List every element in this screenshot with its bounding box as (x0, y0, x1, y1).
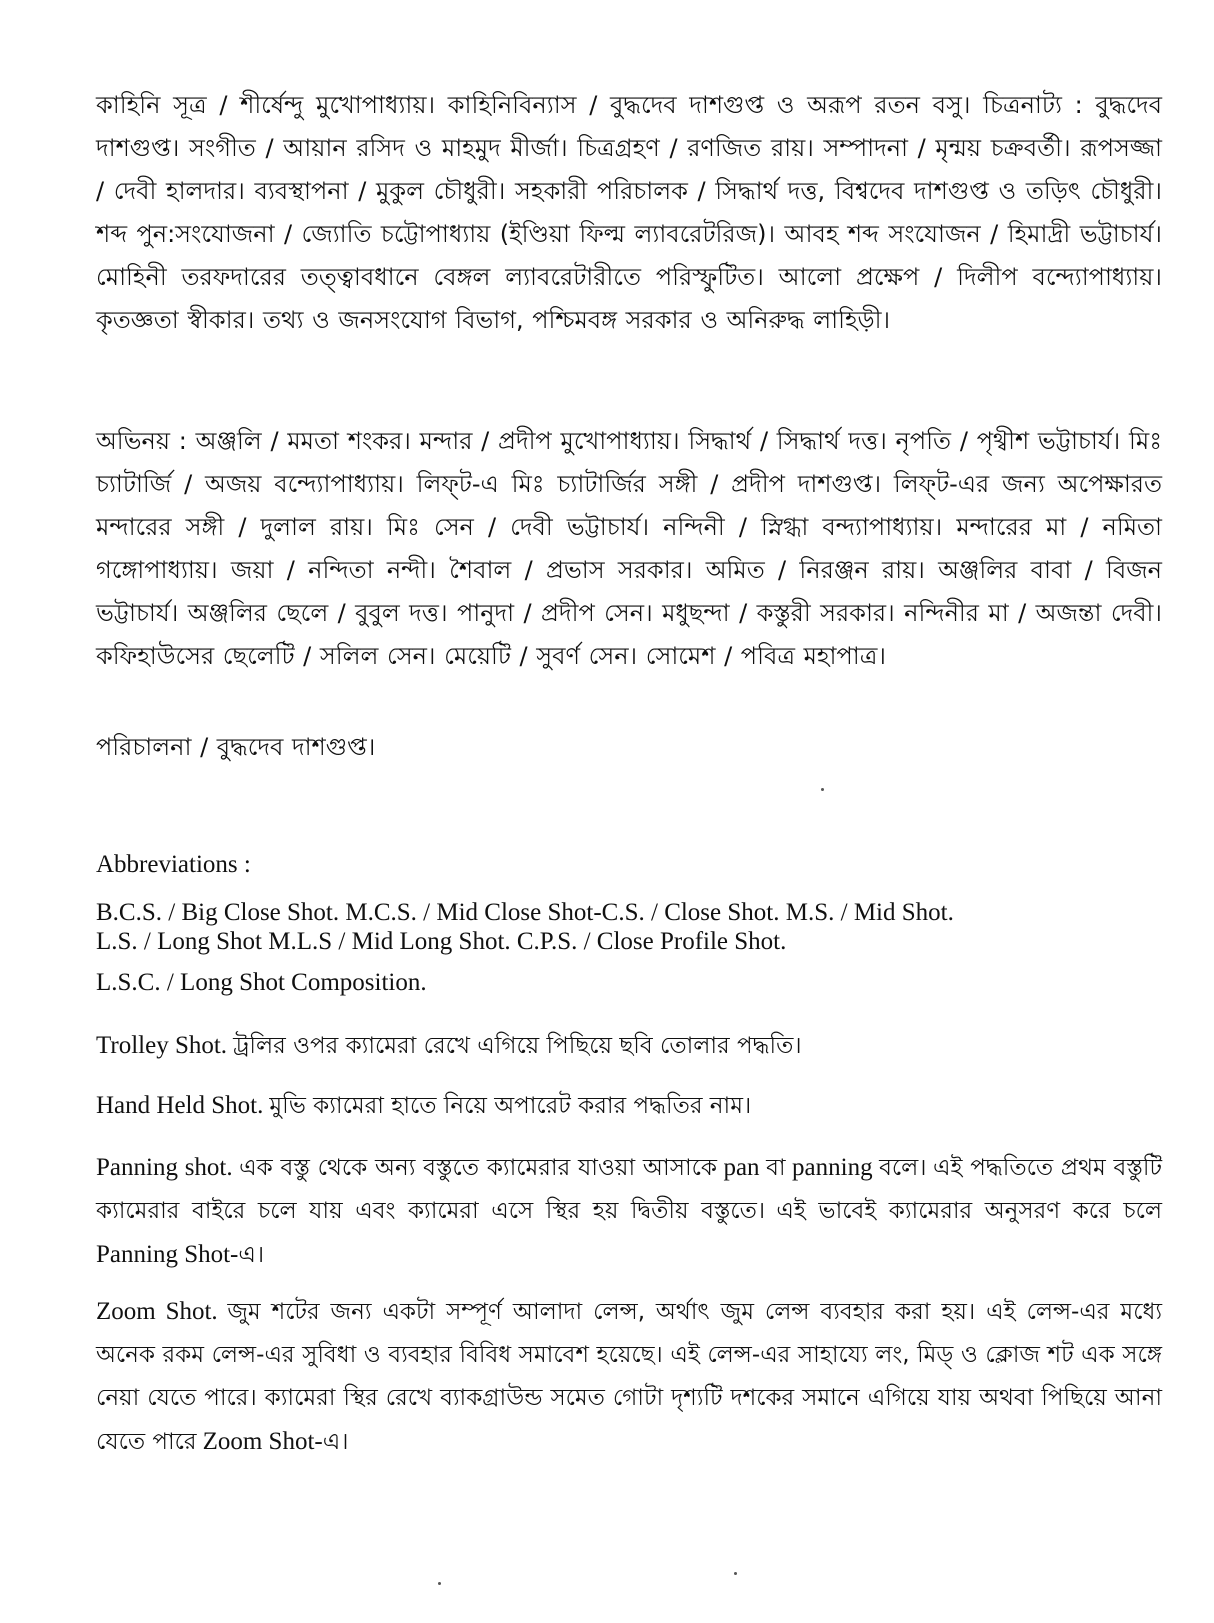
panning-shot-suffix: এ। (238, 1242, 265, 1268)
panning-shot-definition: এই পদ্ধতিতে প্রথম বস্তুটি ক্যামেরার বাইরে চলে যায় এবং ক্যামেরা এসে স্থির হয় দ্বিতীয় বস্তুতে। (96, 1155, 1162, 1224)
panning-shot-entry (96, 1146, 1162, 1277)
trolley-shot-entry (96, 1024, 1162, 1068)
trolley-shot-definition: ট্রলির ওপর ক্যামেরা রেখে এগিয়ে পিছিয়ে ছবি তোলার পদ্ধতি। (233, 1033, 802, 1059)
abbreviation-line: B.C.S. / Big Close Shot. M.C.S. / Mid Close Shot-C.S. / Close Shot. M.S. / Mid Shot. (96, 899, 954, 926)
scan-speck (734, 1572, 737, 1575)
credits-paragraph: কাহিনি সূত্র / শীর্ষেন্দু মুখোপাধ্যায়। কাহিনিবিন্যাস / বুদ্ধদেব দাশগুপ্ত ও অরূপ রতন বসু। চিত্রনাট্য : বুদ্ধদেব দাশগুপ্ত। সংগীত / আয়ান রসিদ ও মাহমুদ মীর্জা। চিত্রগ্রহণ / রণজিত রায়। সম্পাদনা / মৃন্ময় চক্রবর্তী। রূপসজ্জা / দেবী হালদার। ব্যবস্থাপনা / মুকুল চৌধুরী। সহকারী পরিচালক / সিদ্ধার্থ দত্ত, বিশ্বদেব দাশগুপ্ত ও তড়িৎ চৌধুরী। শব্দ পুন:সংযোজনা / জ্যোতি চট্টোপাধ্যায় (ইণ্ডিয়া ফিল্ম ল্যাবরেটরিজ)। আবহ শব্দ সংযোজন / হিমাদ্রী ভট্টাচার্য। মোহিনী তরফদারের তত্ত্বাবধানে বেঙ্গল ল্যাবরেটারীতে পরিস্ফুটিত। আলো প্রক্ষেপ / দিলীপ বন্দ্যোপাধ্যায়। কৃতজ্ঞতা স্বীকার। তথ্য ও জনসংযোগ বিভাগ, পশ্চিমবঙ্গ সরকার ও অনিরুদ্ধ লাহিড়ী। (96, 91, 1162, 334)
hand-held-shot-term: Hand Held Shot. (96, 1092, 264, 1119)
direction-line: পরিচালনা / বুদ্ধদেব দাশগুপ্ত। (96, 733, 376, 761)
panning-shot-term-inline: Panning Shot- (96, 1241, 239, 1268)
panning-shot-definition: এই ভাবেই ক্যামেরার অনুসরণ করে চলে (776, 1198, 1163, 1224)
panning-term: panning (792, 1154, 873, 1181)
zoom-shot-term-inline: Zoom Shot- (202, 1428, 323, 1455)
zoom-shot-entry (96, 1290, 1162, 1464)
trolley-shot-term: Trolley Shot. (96, 1032, 228, 1059)
cast-paragraph: অভিনয় : অঞ্জলি / মমতা শংকর। মন্দার / প্রদীপ মুখোপাধ্যায়। সিদ্ধার্থ / সিদ্ধার্থ দত্ত। নৃপতি / পৃথ্বীশ ভট্টাচার্য। মিঃ চ্যাটার্জি / অজয় বন্দ্যোপাধ্যায়। লিফ্‌ট-এ মিঃ চ্যাটার্জির সঙ্গী / প্রদীপ দাশগুপ্ত। লিফ্‌ট-এর জন্য অপেক্ষারত মন্দারের সঙ্গী / দুলাল রায়। মিঃ সেন / দেবী ভট্টাচার্য। নন্দিনী / স্নিগ্ধা বন্দ্যাপাধ্যায়। মন্দারের মা / নমিতা গঙ্গোপাধ্যায়। জয়া / নন্দিতা নন্দী। শৈবাল / প্রভাস সরকার। অমিত / নিরঞ্জন রায়। অঞ্জলির বাবা / বিজন ভট্টাচার্য। অঞ্জলির ছেলে / বুবুল দত্ত। পানুদা / প্রদীপ সেন। মধুছন্দা / কস্তুরী সরকার। নন্দিনীর মা / অজন্তা দেবী। কফিহাউসের ছেলেটি / সলিল সেন। মেয়েটি / সুবর্ণ সেন। সোমেশ / পবিত্র মহাপাত্র। (96, 427, 1162, 670)
panning-shot-definition: বলে। (879, 1155, 927, 1181)
zoom-shot-suffix: এ। (322, 1429, 349, 1455)
panning-shot-definition: বা (766, 1155, 786, 1181)
abbreviation-line: L.S.C. / Long Shot Composition. (96, 969, 427, 996)
abbreviations-heading: Abbreviations : (96, 851, 251, 878)
pan-term: pan (723, 1154, 760, 1181)
hand-held-shot-definition: মুভি ক্যামেরা হাতে নিয়ে অপারেট করার পদ্ধতির নাম। (269, 1093, 752, 1119)
zoom-shot-term: Zoom Shot. (96, 1298, 218, 1325)
panning-shot-term: Panning shot. (96, 1154, 233, 1181)
abbreviations-list (96, 898, 1162, 997)
scan-speck (821, 788, 824, 791)
hand-held-shot-entry (96, 1084, 1162, 1128)
scan-speck (438, 1582, 441, 1585)
panning-shot-definition: এক বস্তু থেকে অন্য বস্তুতে ক্যামেরার যাওয়া আসাকে (239, 1155, 717, 1181)
zoom-shot-definition: জুম শটের জন্য একটা সম্পূর্ণ আলাদা লেন্স, অর্থাৎ জুম লেন্স ব্যবহার করা হয়। এই লেন্স-এর মধ্যে অনেক রকম লেন্স-এর সুবিধা ও ব্যবহার বিবিধ সমাবেশ হয়েছে। এই লেন্স-এর সাহায্যে লং, মিড্‌ ও ক্লোজ শট এক সঙ্গে নেয়া যেতে পারে। ক্যামেরা স্থির রেখে ব্যাকগ্রাউন্ড সমেত গোটা দৃশ্যটি দশকের সমানে এগিয়ে যায় অথবা পিছিয়ে আনা যেতে পারে (96, 1299, 1162, 1455)
abbreviation-line: L.S. / Long Shot M.L.S / Mid Long Shot. C.P.S. / Close Profile Shot. (96, 928, 787, 955)
